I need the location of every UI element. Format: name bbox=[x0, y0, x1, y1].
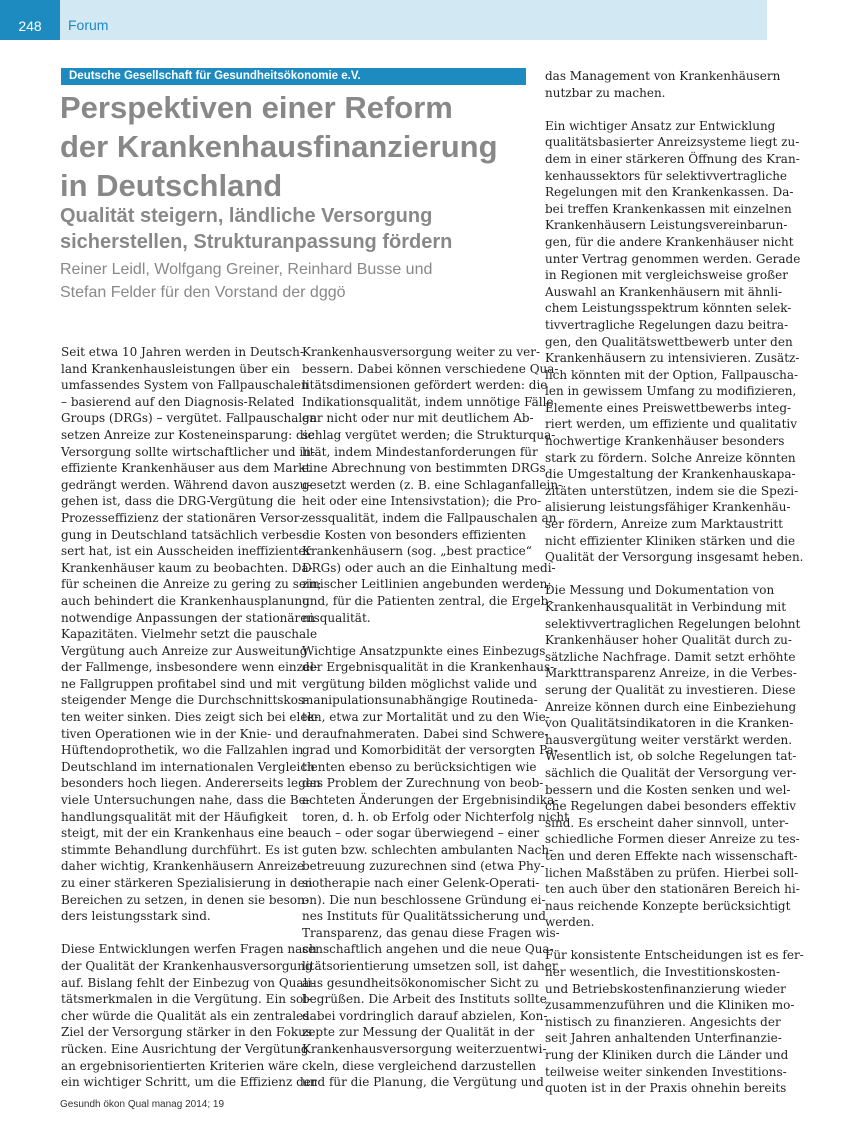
text-line: gesetzt werden (z. B. eine Schlaganfallein- bbox=[302, 477, 563, 492]
text-line: on). Die nun beschlossene Gründung ei- bbox=[302, 892, 546, 907]
text-line: steigt, mit der ein Krankenhaus eine be- bbox=[61, 826, 307, 841]
text-column-left bbox=[61, 344, 322, 1091]
text-line: Krankenhäuser kaum zu beobachten. Da- bbox=[61, 560, 313, 575]
text-line: Elemente eines Preiswettbewerbs integ- bbox=[545, 400, 792, 415]
text-line: gen, für die andere Krankenhäuser nicht bbox=[545, 234, 794, 249]
paragraph-gap bbox=[545, 101, 769, 118]
text-line: vergütung bilden möglichst valide und bbox=[302, 676, 538, 691]
text-line: Krankenhausversorgung weiterzuentwi- bbox=[302, 1041, 547, 1056]
text-line: qualitätsbasierter Anreizsysteme liegt zu- bbox=[545, 135, 800, 150]
text-line: len in gewissem Umfang zu modifizieren, bbox=[545, 384, 797, 399]
text-line: DRGs) oder auch an die Einhaltung medi- bbox=[302, 560, 556, 575]
text-line: viele Untersuchungen nahe, dass die Be- bbox=[61, 793, 310, 808]
text-line: seit Jahren anhaltenden Unterfinanzie- bbox=[545, 1031, 782, 1046]
text-line: zessqualität, indem die Fallpauschalen an bbox=[302, 510, 557, 525]
text-line: bessern. Dabei können verschiedene Qua- bbox=[302, 361, 559, 376]
title-line: der Krankenhausfinanzierung bbox=[60, 129, 498, 164]
text-line: ten und deren Effekte nach wissenschaft- bbox=[545, 848, 798, 863]
text-line: steigender Menge die Durchschnittskos- bbox=[61, 693, 309, 708]
text-line: Anreize können durch eine Einbeziehung bbox=[545, 699, 797, 714]
text-line: Krankenhäusern zu intensivieren. Zusätz- bbox=[545, 351, 800, 366]
article-title bbox=[60, 88, 535, 205]
text-line: bei treffen Krankenkassen mit einzelnen bbox=[545, 201, 792, 216]
text-line: deraufnahmeraten. Dabei sind Schwere- bbox=[302, 726, 549, 741]
text-line: das Problem der Zurechnung von beob- bbox=[302, 776, 544, 791]
text-line: riert werden, um effiziente und qualitativ bbox=[545, 417, 798, 432]
text-line: gung in Deutschland tatsächlich verbes- bbox=[61, 527, 307, 542]
text-line: cher würde die Qualität als ein zentrales bbox=[61, 1008, 310, 1023]
text-line: guten bzw. schlechten ambulanten Nach- bbox=[302, 842, 554, 857]
text-line: naus reichende Konzepte berücksichtigt bbox=[545, 898, 791, 913]
subtitle-line: sicherstellen, Strukturanpassung fördern bbox=[60, 231, 453, 253]
text-line: Für konsistente Entscheidungen ist es fer- bbox=[545, 948, 804, 963]
text-line: ner wesentlich, die Investitionskosten- bbox=[545, 965, 781, 980]
text-line: Groups (DRGs) – vergütet. Fallpauschalen bbox=[61, 411, 318, 426]
text-line: daher wichtig, Krankenhäusern Anreize bbox=[61, 859, 305, 874]
text-line: ten, etwa zur Mortalität und zu den Wie- bbox=[302, 710, 550, 725]
paragraph-gap bbox=[545, 931, 769, 948]
text-line: begrüßen. Die Arbeit des Instituts sollte bbox=[302, 992, 547, 1007]
text-line: litätsorientierung umsetzen soll, ist daher bbox=[302, 958, 558, 973]
text-line: gedrängt werden. Während davon auszu- bbox=[61, 477, 312, 492]
text-line: zusammenzuführen und die Kliniken mo- bbox=[545, 998, 795, 1013]
text-line: die Umgestaltung der Krankenhauskapa- bbox=[545, 467, 796, 482]
text-line: senschaftlich angehen und die neue Qua- bbox=[302, 942, 554, 957]
text-line: von Qualitätsindikatoren in die Kranken- bbox=[545, 716, 794, 731]
text-line: teilweise weiter sinkenden Investitions- bbox=[545, 1064, 787, 1079]
text-line: umfassendes System von Fallpauschalen bbox=[61, 378, 309, 393]
text-line: stark zu fördern. Solche Anreize könnten bbox=[545, 450, 796, 465]
text-line: hochwertige Krankenhäuser besonders bbox=[545, 434, 785, 449]
text-line: Markttransparenz Anreize, in die Verbes- bbox=[545, 666, 797, 681]
text-line: schlag vergütet werden; die Strukturqua- bbox=[302, 427, 556, 442]
text-line: und Betriebskostenfinanzierung wieder bbox=[545, 981, 786, 996]
text-line: ders leistungsstark sind. bbox=[61, 909, 211, 924]
journal-citation: Gesundh ökon Qual manag 2014; 19 bbox=[60, 1099, 225, 1110]
title-line: Perspektiven einer Reform bbox=[60, 90, 453, 125]
text-line: gar nicht oder nur mit deutlichem Ab- bbox=[302, 411, 534, 426]
text-line: sätzliche Nachfrage. Damit setzt erhöhte bbox=[545, 649, 796, 664]
text-line: tienten ebenso zu berücksichtigen wie bbox=[302, 759, 537, 774]
text-line: Seit etwa 10 Jahren werden in Deutsch- bbox=[61, 345, 304, 359]
text-line: manipulationsunabhängige Routineda- bbox=[302, 693, 538, 708]
paragraph-gap bbox=[302, 626, 526, 643]
text-line: auch behindert die Krankenhausplanung bbox=[61, 593, 310, 608]
text-line: nisqualität. bbox=[302, 610, 371, 625]
text-line: rücken. Eine Ausrichtung der Vergütung bbox=[61, 1041, 309, 1056]
header-bar bbox=[0, 0, 767, 40]
text-line: ne Fallgruppen profitabel sind und mit bbox=[61, 676, 297, 691]
text-line: auch – oder sogar überwiegend – einer bbox=[302, 826, 540, 841]
text-line: litätsdimensionen gefördert werden: die bbox=[302, 378, 548, 393]
article-subtitle bbox=[60, 203, 535, 255]
text-line: werden. bbox=[545, 915, 595, 930]
text-line: chem Leistungsspektrum könnten selek- bbox=[545, 301, 792, 316]
text-line: ten weiter sinken. Dies zeigt sich bei elek- bbox=[61, 710, 319, 725]
text-line: Krankenhäusern Leistungsvereinbarun- bbox=[545, 218, 788, 233]
text-line: der Qualität der Krankenhausversorgung bbox=[61, 958, 313, 973]
text-line: das Management von Krankenhäusern bbox=[545, 69, 781, 83]
text-line: Vergütung auch Anreize zur Ausweitung bbox=[61, 643, 308, 658]
text-line: siotherapie nach einer Gelenk-Operati- bbox=[302, 876, 540, 890]
text-line: ten auch über den stationären Bereich hi- bbox=[545, 882, 800, 897]
text-line: tivvertragliche Regelungen dazu beitra- bbox=[545, 317, 789, 332]
text-line: der Ergebnisqualität in die Krankenhaus- bbox=[302, 660, 555, 675]
text-line: Indikationsqualität, indem unnötige Fälle bbox=[302, 394, 554, 409]
subtitle-line: Qualität steigern, ländliche Versorgung bbox=[60, 205, 433, 227]
text-line: sächlich die Qualität der Versorgung ver- bbox=[545, 765, 797, 780]
text-line: effiziente Krankenhäuser aus dem Markt bbox=[61, 461, 311, 476]
society-banner: Deutsche Gesellschaft für Gesundheitsökonomie e.V. bbox=[61, 68, 526, 85]
text-line: Transparenz, das genau diese Fragen wis- bbox=[302, 925, 560, 940]
text-line: ser fördern, Anreize zum Marktaustritt bbox=[545, 517, 783, 532]
text-line: Krankenhäusern (sog. „best practice“ bbox=[302, 544, 532, 559]
text-line: Qualität der Versorgung insgesamt heben. bbox=[545, 550, 804, 565]
text-line: lität, indem Mindestanforderungen für bbox=[302, 444, 538, 459]
text-column-middle bbox=[302, 344, 569, 1091]
text-line: nicht effizienter Kliniken stärken und die bbox=[545, 533, 796, 548]
text-line: che Regelungen dabei besonders effektiv bbox=[545, 799, 797, 814]
text-line: aus gesundheitsökonomischer Sicht zu bbox=[302, 975, 539, 990]
text-line: tiven Operationen wie in der Knie- und bbox=[61, 726, 299, 741]
text-line: selektivvertraglichen Regelungen belohnt bbox=[545, 616, 801, 631]
text-line: rung der Kliniken durch die Länder und bbox=[545, 1048, 789, 1063]
text-line: Auswahl an Krankenhäusern mit ähnli- bbox=[545, 284, 783, 299]
text-line: unter Vertrag genommen werden. Gerade bbox=[545, 251, 801, 266]
text-line: Wichtige Ansatzpunkte eines Einbezugs bbox=[302, 643, 546, 658]
text-line: handlungsqualität mit der Häufigkeit bbox=[61, 809, 288, 824]
text-line: Krankenhausversorgung weiter zu ver- bbox=[302, 345, 541, 359]
text-line: in Regionen mit vergleichsweise großer bbox=[545, 268, 788, 283]
paragraph-gap bbox=[545, 566, 769, 583]
text-line: stimmte Behandlung durchführt. Es ist bbox=[61, 842, 299, 857]
text-line: gehen ist, dass die DRG-Vergütung die bbox=[61, 494, 296, 509]
text-line: Die Messung und Dokumentation von bbox=[545, 583, 775, 598]
text-line: zepte zur Messung der Qualität in der bbox=[302, 1025, 535, 1040]
page-number: 248 bbox=[0, 0, 60, 40]
text-line: die Kosten von besonders effizienten bbox=[302, 527, 526, 542]
article-authors bbox=[60, 258, 535, 304]
text-line: Prozesseffizienz der stationären Versor- bbox=[61, 510, 304, 525]
text-line: Kapazitäten. Vielmehr setzt die pauschale bbox=[61, 627, 318, 642]
text-line: lichen Maßstäben zu prüfen. Hierbei soll- bbox=[545, 865, 799, 880]
text-line: zinischer Leitlinien angebunden werden; bbox=[302, 577, 552, 592]
text-line: Deutschland im internationalen Vergleich bbox=[61, 759, 315, 774]
text-line: heit oder eine Intensivstation); die Pro- bbox=[302, 494, 542, 509]
paragraph-gap bbox=[61, 925, 285, 942]
text-line: Regelungen mit den Krankenkassen. Da- bbox=[545, 185, 794, 200]
text-line: achteten Änderungen der Ergebnisindika- bbox=[302, 793, 559, 808]
text-line: hausvergütung weiter verstärkt werden. bbox=[545, 732, 793, 747]
text-line: dabei vordringlich darauf abzielen, Kon- bbox=[302, 1008, 548, 1023]
text-line: Ein wichtiger Ansatz zur Entwicklung bbox=[545, 118, 776, 133]
text-line: nistisch zu finanzieren. Angesichts der bbox=[545, 1014, 781, 1029]
text-line: quoten ist in der Praxis ohnehin bereits bbox=[545, 1081, 787, 1096]
text-line: gen, den Qualitätswettbewerb unter den bbox=[545, 334, 793, 349]
text-line: auf. Bislang fehlt der Einbezug von Quali- bbox=[61, 975, 316, 990]
text-line: Hüftendoprothetik, wo die Fallzahlen in bbox=[61, 743, 304, 758]
text-line: Wesentlich ist, ob solche Regelungen tat- bbox=[545, 749, 797, 764]
text-line: zu einer stärkeren Spezialisierung in den bbox=[61, 876, 313, 890]
text-line: serung der Qualität zu investieren. Diese bbox=[545, 682, 796, 697]
text-line: Versorgung sollte wirtschaftlicher und in- bbox=[61, 444, 315, 459]
text-line: Bereichen zu setzen, in denen sie beson- bbox=[61, 892, 309, 907]
text-line: lich könnten mit der Option, Fallpauscha- bbox=[545, 367, 799, 382]
text-line: ein wichtiger Schritt, um die Effizienz der bbox=[61, 1075, 317, 1090]
text-line: und für die Planung, die Vergütung und bbox=[302, 1075, 544, 1090]
text-line: notwendige Anpassungen der stationären bbox=[61, 610, 316, 625]
text-line: nutzbar zu machen. bbox=[545, 85, 666, 100]
text-line: land Krankenhausleistungen über ein bbox=[61, 361, 290, 376]
text-line: toren, d. h. ob Erfolg oder Nichterfolg nicht bbox=[302, 809, 569, 824]
text-line: Krankenhausqualität in Verbindung mit bbox=[545, 600, 787, 614]
author-line: Reiner Leidl, Wolfgang Greiner, Reinhard Busse und bbox=[60, 261, 433, 278]
text-line: Ziel der Versorgung stärker in den Fokus bbox=[61, 1025, 312, 1040]
text-line: ckeln, diese vergleichend darzustellen bbox=[302, 1058, 537, 1073]
text-line: der Fallmenge, insbesondere wenn einzel- bbox=[61, 660, 318, 675]
text-line: dem in einer stärkeren Öffnung des Kran- bbox=[545, 151, 800, 166]
text-line: kenhaussektors für selektivvertragliche bbox=[545, 168, 788, 183]
text-line: Krankenhäuser hoher Qualität durch zu- bbox=[545, 633, 792, 648]
author-line: Stefan Felder für den Vorstand der dggö bbox=[60, 284, 346, 301]
text-line: tätsmerkmalen in die Vergütung. Ein sol- bbox=[61, 992, 312, 1007]
text-line: betreuung zuzurechnen sind (etwa Phy- bbox=[302, 859, 545, 874]
section-label: Forum bbox=[68, 17, 109, 33]
title-line: in Deutschland bbox=[60, 168, 283, 203]
text-line: an ergebnisorientierten Kriterien wäre bbox=[61, 1058, 299, 1073]
text-line: sind. Es erscheint daher sinnvoll, unter- bbox=[545, 815, 789, 830]
text-line: bessern und die Kosten senken und wel- bbox=[545, 782, 791, 797]
text-line: besonders hoch liegen. Andererseits legen bbox=[61, 776, 321, 791]
text-line: schiedliche Formen dieser Anreize zu tes- bbox=[545, 832, 800, 847]
text-line: nes Instituts für Qualitätssicherung und bbox=[302, 909, 546, 924]
text-line: zitäten unterstützen, indem sie die Spezi- bbox=[545, 483, 799, 498]
text-line: alisierung leistungsfähiger Krankenhäu- bbox=[545, 500, 791, 515]
text-line: Diese Entwicklungen werfen Fragen nach bbox=[61, 942, 317, 957]
text-line: setzen Anreize zur Kosteneinsparung: die bbox=[61, 427, 315, 442]
text-line: grad und Komorbidität der versorgten Pa- bbox=[302, 743, 558, 758]
text-line: – basierend auf den Diagnosis-Related bbox=[61, 394, 295, 409]
text-line: für scheinen die Anreize zu gering zu sein; bbox=[61, 577, 322, 592]
text-line: eine Abrechnung von bestimmten DRGs bbox=[302, 461, 546, 476]
text-column-right bbox=[545, 68, 804, 1097]
text-line: und, für die Patienten zentral, die Ergeb- bbox=[302, 593, 553, 608]
text-line: sert hat, ist ein Ausscheiden ineffizienter bbox=[61, 544, 312, 559]
